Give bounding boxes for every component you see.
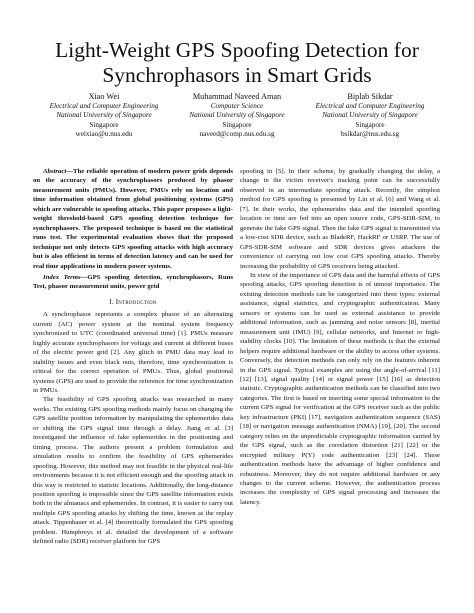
title-line-1: Light-Weight GPS Spoofing Detection for bbox=[55, 38, 419, 62]
abstract bbox=[33, 167, 233, 271]
author-name: Biplab Sikdar bbox=[347, 92, 393, 101]
right-column bbox=[240, 167, 440, 507]
author-dept: Computer Science bbox=[210, 101, 264, 110]
abstract-text: —The reliable operation of modern power grids depends on the accuracy of the synchrophasors produced by phasor measurement units (PMUs). However, PMUs rely on location and time information obtained from global positioning systems (GPS) which are vulnerable to spoofing attacks. This paper proposes a light-weight threshold-based GPS spoofing detection technique for synchrophasors. The proposed technique is based on the statistical runs test. The experimental evaluation shows that the proposed technique not only detects GPS spoofing attacks with high accuracy but is also efficient in terms of detection latency and can be used for real time applications in modern power systems. bbox=[33, 168, 233, 270]
left-column bbox=[33, 167, 233, 547]
author-org: National University of Singapore bbox=[189, 111, 285, 120]
author-3 bbox=[296, 92, 444, 140]
author-city: Singapore bbox=[222, 120, 252, 129]
author-email: weixiao@u.nus.edu bbox=[75, 130, 133, 139]
author-city: Singapore bbox=[89, 120, 119, 129]
index-terms-label: Index Terms bbox=[43, 273, 81, 281]
author-name: Muhammad Naveed Aman bbox=[192, 92, 282, 101]
author-name: Xiao Wei bbox=[88, 92, 120, 101]
body-paragraph: spoofing in [5]. In their scheme, by gradually changing the delay, a change in the victim receiver's tracking point can be successfully observed in an intermediate spoofing attack. Recently, the simplest method for GPS spoofing is presented by Lin et al. [6] and Wang et al. [7]. In their works, the ephemerides data and the intended spoofing location or time are fed into an open source code, GPS-SDR-SIM, to generate the fake GPS signal. Then the fake GPS signal is transmitted via a low-cost SDR device, such as BladeRF, HackRF or USRP. The use of GPS-SDR-SIM software and SDR devices gives attackers the convenience of carrying out low cost GPS spoofing attacks. Thereby increasing the probability of GPS receivers being attacked. bbox=[240, 168, 440, 270]
author-city: Singapore bbox=[355, 120, 385, 129]
paper-title bbox=[20, 38, 454, 88]
index-terms bbox=[33, 273, 233, 292]
body-paragraph: A synchrophasor represents a complex phasor of an alternating current (AC) power system at the nominal system frequency synchronized to UTC (coordinated universal time) [1]. PMUs measure highly accurate synchrophasors for voltage and current at different buses of the electric power grid [2]. Any glitch in PMU data may lead to stability issues and even black outs, therefore, time synchronization is critical for the correct operation of PMUs. Thus, global positional systems (GPS) are used to provide the reference for time synchronization in PMUs. bbox=[33, 311, 233, 394]
author-2 bbox=[163, 92, 311, 140]
section-heading: I. Introduction bbox=[109, 298, 157, 306]
abstract-label: Abstract bbox=[43, 168, 67, 175]
author-org: National University of Singapore bbox=[322, 111, 418, 120]
author-dept: Electrical and Computer Engineering bbox=[315, 101, 425, 110]
author-dept: Electrical and Computer Engineering bbox=[49, 101, 159, 110]
author-email: naveed@comp.nus.edu.sg bbox=[199, 130, 275, 139]
author-org: National University of Singapore bbox=[56, 111, 152, 120]
index-terms-text: —GPS spoofing detection, synchrophasors, Runs Test, phasor measurement units, power grid bbox=[33, 273, 233, 291]
author-block bbox=[30, 92, 444, 152]
author-1 bbox=[30, 92, 178, 140]
author-email: bsikdar@nus.edu.sg bbox=[340, 130, 400, 139]
body-paragraph: In view of the importance of GPS data and the harmful effects of GPS spoofing attacks, GPS spoofing detection is of utmost importance. The existing detection methods can be categorized into three types: external assistance, signal statistics, and cryptographic authentication. Many sensors or systems can be used as external assistance to provide additional information, such as jamming and noise sensors [8], inertial measurement unit (IMU) [9], cellular networks, and Internet or high-stability clocks [10]. The limitation of these methods is that the external helpers require additional hardware or the ability to access other systems. Conversely, the detection methods can only rely on the features inherent in the GPS signal. Typical examples are using the angle-of-arrival [11] [12] [13], signal quality [14] or signal power [15] [16] as detection statistic. Cryptographic authentication methods can be classified into two categories. The first is based on inserting some special information to the current GPS signal for verification at the GPS receiver such as the public key infrastructure (PKI) [17], navigation authentication sequence (SAS) [18] or navigation message authentication (NMA) [19], [20]. The second category relies on the unpredictable cryptographic information carried by the GPS signal, such as the correlation distortion [21] [22] or the encrypted military P(Y) code authentication [23] [24]. These authentication methods have the advantage of higher confidence and robustness. Moreover, they do not require additional hardware or any changes to the current scheme. However, the authentication process increases the complexity of GPS signal processing and increases the latency. bbox=[240, 271, 440, 506]
body-paragraph: The feasibility of GPS spoofing attacks was researched in many works. The existing GPS spoofing methods mainly focus on changing the GPS satellite position information by manipulating the ephemerides data or shifting the GPS signal time through a delay. Jiang et al. [3] investigated the influence of fake ephemerides in the positioning and timing process. The authors present a problem formulation and simulation results to confirm the feasibility of GPS ephemerides spoofing. However, this method may not feasible in the physical real-life environments because it is not efficient enough and the spoofing attack in this way is restricted to statistic locations. Additionally, the long-distance position spoofing is impossible since the GPS satellite information exists both in the almanacs and ephemerides. In contrast, it is easier to carry out multiple GPS spoofing attacks by shifting the time, known as the replay attack. Tippenhauer et al. [4] theoretically formulated the GPS spoofing problem. Humphreys et al. detailed the development of a software defined radio (SDR) receiver platform for GPS bbox=[33, 396, 233, 546]
title-line-2: Synchrophasors in Smart Grids bbox=[102, 63, 372, 87]
